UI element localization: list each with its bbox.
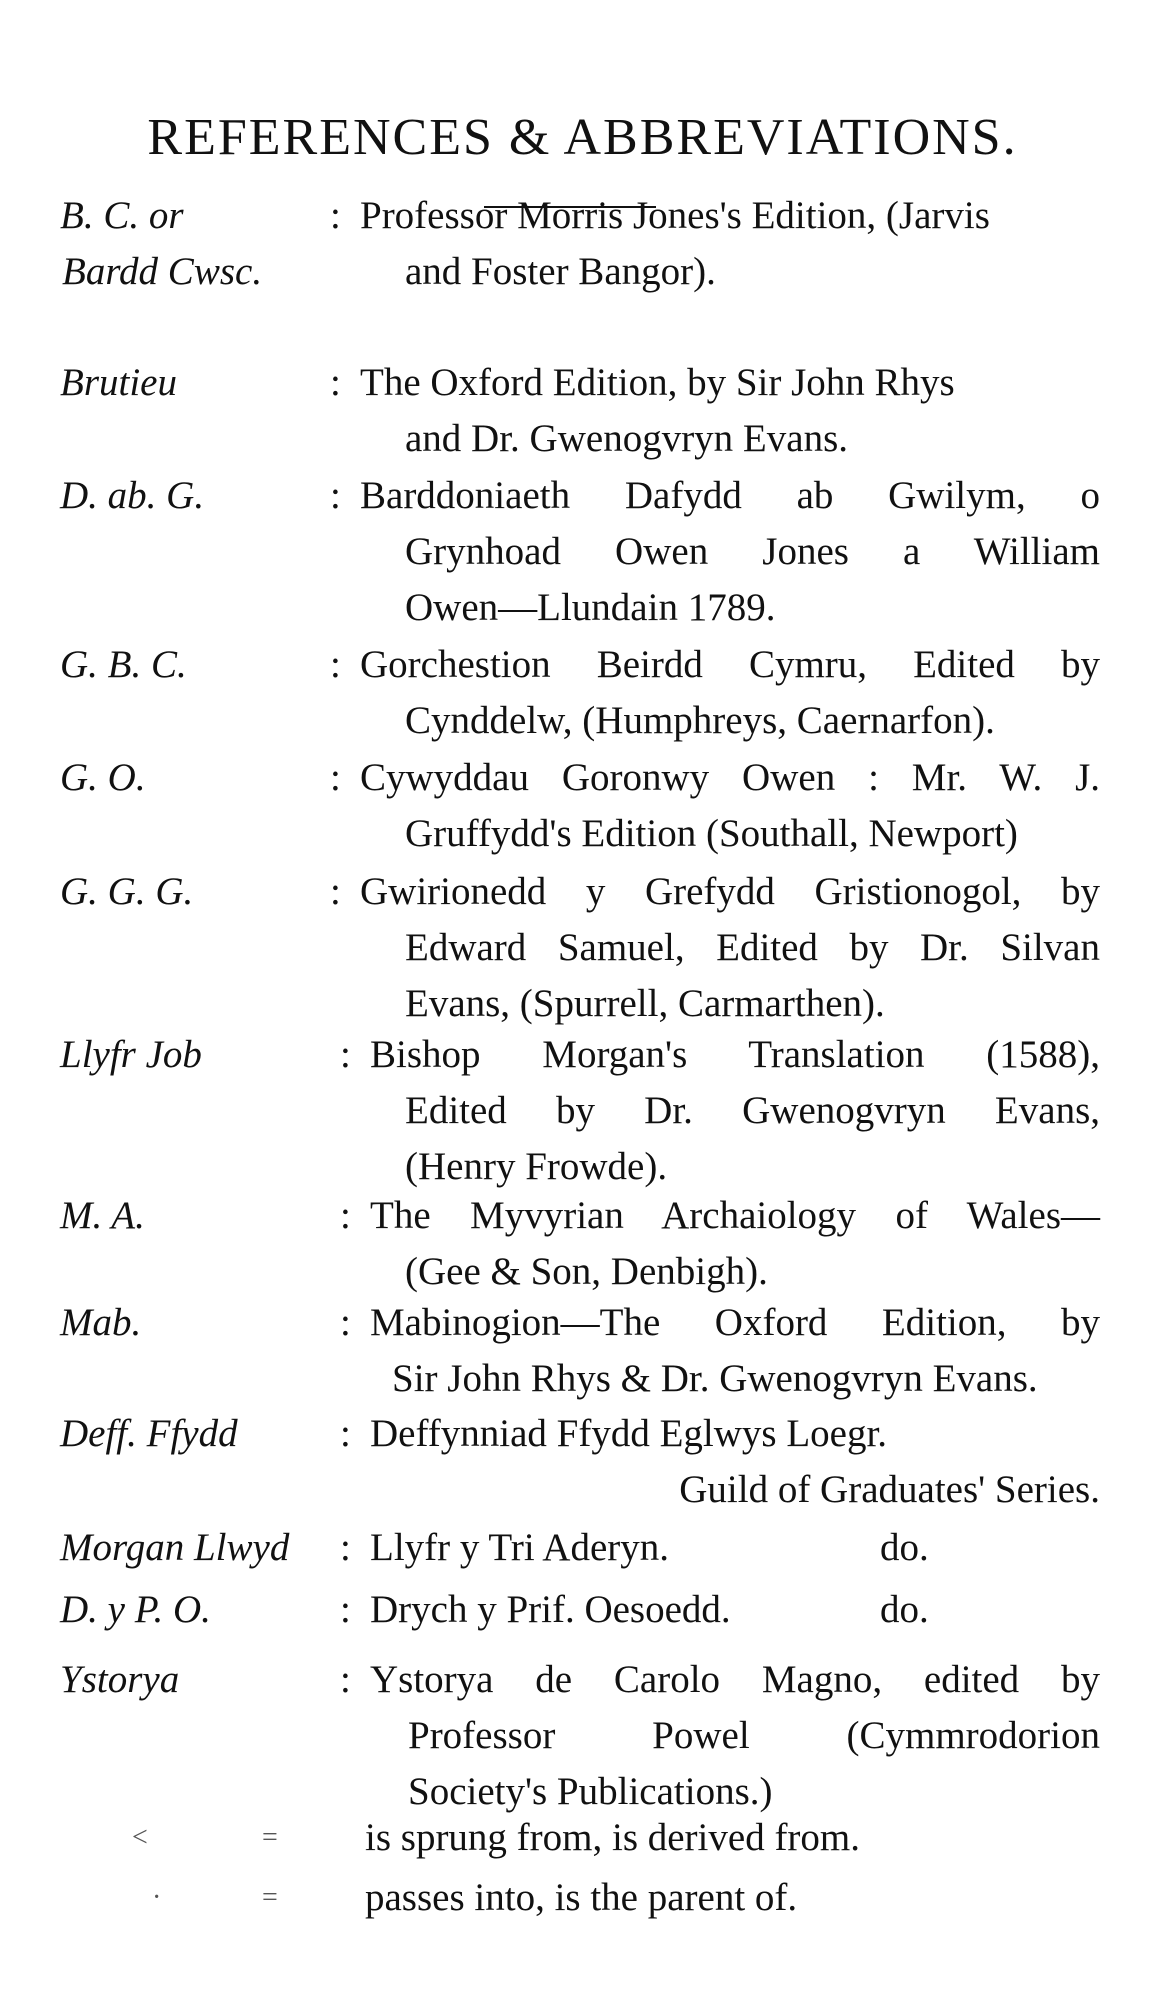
entry-colon: : [340, 1033, 351, 1076]
entry-abbreviation: Deff. Ffydd [60, 1412, 238, 1455]
symbol-dot: · [152, 1882, 162, 1913]
entry-abbreviation: M. A. [60, 1194, 145, 1237]
entry-abbreviation: G. G. G. [60, 870, 194, 913]
entry-abbreviation: D. y P. O. [60, 1588, 211, 1631]
entry-description: Mabinogion—The Oxford Edition, by Sir John Rhys & Dr. Gwenogvryn Evans. [370, 1301, 1100, 1400]
entry-colon: : [340, 1658, 351, 1701]
entry-abbreviation: Mab. [60, 1301, 142, 1344]
entry-abbreviation: Brutieu [60, 361, 177, 404]
entry-abbreviation: Llyfr Job [60, 1033, 202, 1076]
ditto-mark: do. [880, 1588, 929, 1631]
entry-description: Drych y Prif. Oesoedd. [370, 1588, 731, 1631]
entry-description: Ystorya de Carolo Magno, edited by Professor Powel (Cymmrodorion Society's Publications.) [370, 1658, 1100, 1813]
entry-description: Bishop Morgan's Translation (1588), Edited by Dr. Gwenogvryn Evans, (Henry Frowde). [370, 1033, 1100, 1188]
entry-description: Professor Morris Jones's Edition, (Jarvis and Foster Bangor). [360, 194, 990, 293]
symbol-meaning: is sprung from, is derived from. [365, 1816, 861, 1859]
entry-colon: : [330, 361, 341, 404]
entry-description: Cywyddau Goronwy Owen : Mr. W. J. Gruffydd's Edition (Southall, Newport) [360, 756, 1100, 855]
entry-abbreviation: G. O. [60, 756, 146, 799]
entry-description: Llyfr y Tri Aderyn. [370, 1526, 670, 1569]
entry-description: The Oxford Edition, by Sir John Rhys and Dr. Gwenogvryn Evans. [360, 361, 955, 460]
entry-abbreviation: B. C. or Bardd Cwsc. [60, 194, 263, 293]
entry-abbreviation: G. B. C. [60, 643, 187, 686]
entry-colon: : [340, 1588, 351, 1631]
entry-description: Barddoniaeth Dafydd ab Gwilym, o Grynhoad Owen Jones a William Owen—Llundain 1789. [360, 474, 1100, 629]
entry-abbreviation: D. ab. G. [60, 474, 205, 517]
entry-description: Gwirionedd y Grefydd Gristionogol, by Edward Samuel, Edited by Dr. Silvan Evans, (Spurrell, Carmarthen). [360, 870, 1100, 1025]
ditto-mark: do. [880, 1526, 929, 1569]
entry-colon: : [330, 870, 341, 913]
entry-description: Deffynniad Ffydd Eglwys Loegr. Guild of Graduates' Series. [370, 1412, 1100, 1511]
symbol-equals: = [262, 1882, 278, 1913]
entry-colon: : [330, 643, 341, 686]
entry-abbreviation: Ystorya [60, 1658, 180, 1701]
entry-abbreviation: Morgan Llwyd [60, 1526, 290, 1569]
entry-colon: : [340, 1412, 351, 1455]
page-title: REFERENCES & ABBREVIATIONS. [147, 109, 1018, 166]
entry-description: The Myvyrian Archaiology of Wales— (Gee & Son, Denbigh). [370, 1194, 1100, 1293]
entry-colon: : [330, 474, 341, 517]
entry-colon: : [340, 1526, 351, 1569]
symbol-less-than: < [132, 1822, 148, 1853]
entry-colon: : [330, 756, 341, 799]
symbol-meaning: passes into, is the parent of. [365, 1876, 798, 1919]
entry-colon: : [340, 1301, 351, 1344]
symbol-equals: = [262, 1822, 278, 1853]
entry-colon: : [330, 194, 341, 237]
entry-description: Gorchestion Beirdd Cymru, Edited by Cynddelw, (Humphreys, Caernarfon). [360, 643, 1100, 742]
entry-colon: : [340, 1194, 351, 1237]
